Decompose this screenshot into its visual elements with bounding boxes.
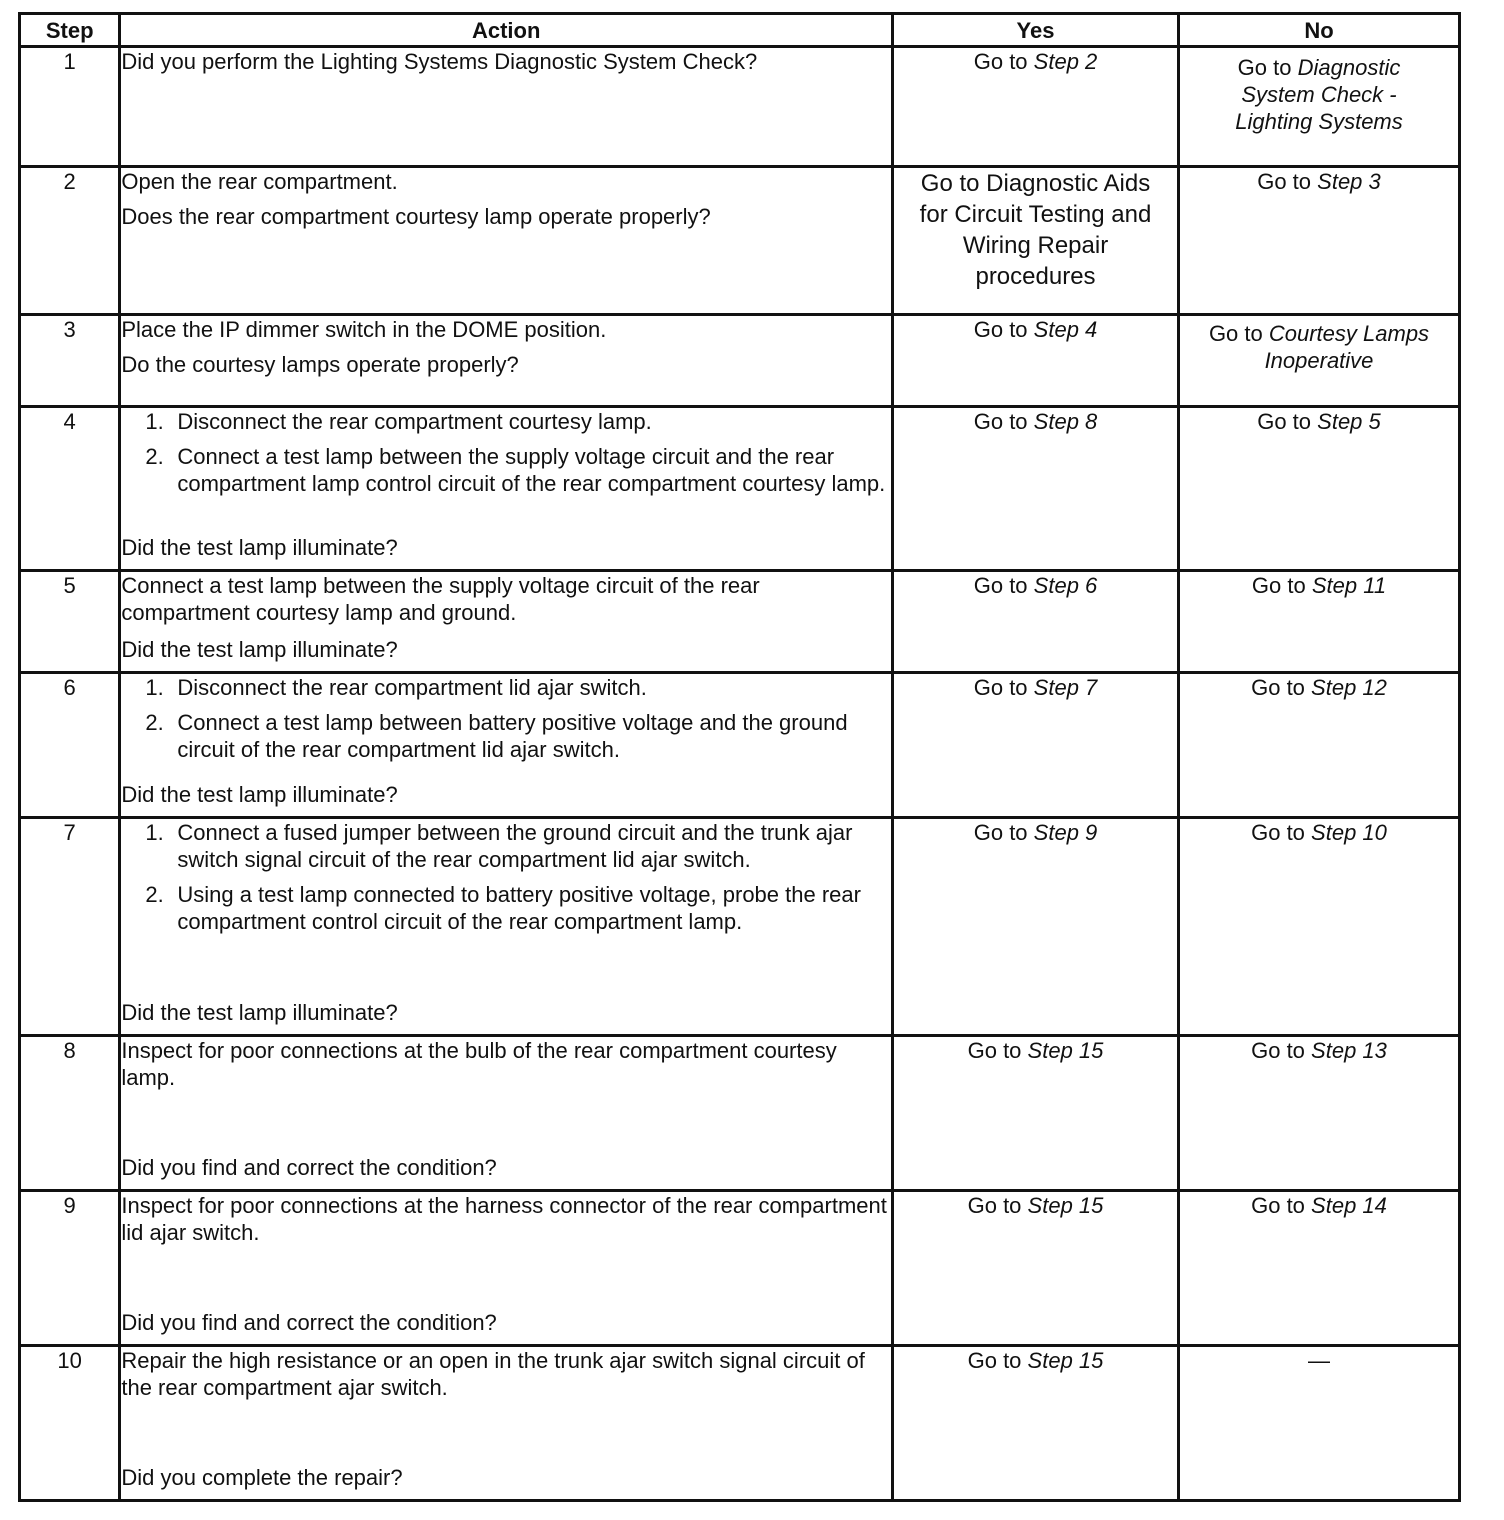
step-number: 1 [20, 47, 120, 167]
list-item [145, 881, 891, 935]
no-ref: Courtesy Lamps Inoperative [1264, 321, 1430, 373]
yes-ref: Step 7 [1033, 675, 1098, 700]
yes-prefix: Go to [973, 49, 1028, 74]
table-row [20, 407, 1460, 571]
list-item [145, 819, 891, 873]
no-prefix: Go to [1237, 55, 1292, 80]
step-number: 2 [20, 167, 120, 315]
no-cell [1179, 1036, 1460, 1191]
action-cell [120, 818, 893, 1036]
action-text: Inspect for poor connections at the bulb of the rear compartment courtesy lamp. [121, 1038, 837, 1090]
yes-cell [893, 818, 1179, 1036]
yes-prefix: Go to [973, 820, 1028, 845]
substep-text: Connect a test lamp between the supply voltage circuit and the rear compartment lamp control circuit of the rear compartment courtesy lamp. [177, 444, 886, 496]
action-text: Connect a test lamp between the supply voltage circuit of the rear compartment courtesy lamp and ground. [121, 573, 760, 625]
substep-number: 2. [145, 710, 164, 735]
no-cell [1179, 673, 1460, 818]
yes-ref: Step 8 [1033, 409, 1098, 434]
action-cell [120, 315, 893, 407]
action-cell [120, 1346, 893, 1501]
action-text: Do the courtesy lamps operate properly? [121, 352, 519, 377]
no-prefix: Go to [1251, 1193, 1305, 1218]
question-text: Did you complete the repair? [121, 1465, 403, 1490]
yes-prefix: Go to [973, 573, 1028, 598]
step-number: 7 [20, 818, 120, 1036]
table-row [20, 167, 1460, 315]
no-dash: — [1308, 1348, 1330, 1373]
no-cell [1179, 818, 1460, 1036]
question-text: Did you find and correct the condition? [121, 1155, 497, 1180]
list-item [145, 408, 891, 435]
list-item [145, 709, 891, 763]
table-row [20, 47, 1460, 167]
header-yes: Yes [893, 14, 1179, 47]
step-number: 10 [20, 1346, 120, 1501]
substep-number: 1. [145, 820, 164, 845]
action-text: Inspect for poor connections at the harness connector of the rear compartment lid ajar switch. [121, 1193, 887, 1245]
step-number: 9 [20, 1191, 120, 1346]
table-row [20, 673, 1460, 818]
question-text: Did the test lamp illuminate? [121, 535, 398, 560]
yes-cell [893, 407, 1179, 571]
diagnostic-table [18, 12, 1461, 1502]
list-item [145, 443, 891, 497]
action-text: Repair the high resistance or an open in the trunk ajar switch signal circuit of the rear compartment ajar switch. [121, 1348, 865, 1400]
no-cell [1179, 47, 1460, 167]
substep-list [121, 408, 891, 505]
step-number: 3 [20, 315, 120, 407]
no-prefix: Go to [1251, 675, 1305, 700]
question-text: Did you find and correct the condition? [121, 1310, 497, 1335]
header-no: No [1179, 14, 1460, 47]
no-ref: Step 12 [1311, 675, 1387, 700]
no-ref: Step 3 [1317, 169, 1381, 194]
step-number: 4 [20, 407, 120, 571]
no-ref: Step 13 [1311, 1038, 1387, 1063]
yes-ref: Step 4 [1033, 317, 1098, 342]
no-cell [1179, 407, 1460, 571]
no-cell [1179, 571, 1460, 673]
no-cell [1179, 1191, 1460, 1346]
no-ref: Step 5 [1317, 409, 1381, 434]
table-row [20, 1191, 1460, 1346]
yes-prefix: Go to [967, 1038, 1022, 1063]
yes-cell [893, 1346, 1179, 1501]
header-step: Step [20, 14, 120, 47]
action-cell [120, 1036, 893, 1191]
question-text: Did the test lamp illuminate? [121, 1000, 398, 1025]
no-cell [1179, 167, 1460, 315]
yes-cell [893, 1036, 1179, 1191]
action-cell [120, 47, 893, 167]
step-number: 5 [20, 571, 120, 673]
yes-prefix: Go to [973, 317, 1028, 342]
yes-cell [893, 673, 1179, 818]
no-prefix: Go to [1251, 573, 1306, 598]
header-row [20, 14, 1460, 47]
table-row [20, 571, 1460, 673]
substep-list [121, 674, 891, 771]
no-cell [1179, 1346, 1460, 1501]
substep-text: Disconnect the rear compartment courtesy lamp. [177, 409, 652, 434]
substep-text: Connect a fused jumper between the ground circuit and the trunk ajar switch signal circuit of the rear compartment lid ajar switch. [177, 820, 853, 872]
substep-number: 1. [145, 409, 164, 434]
action-cell [120, 571, 893, 673]
substep-number: 1. [145, 675, 164, 700]
yes-ref: Step 15 [1027, 1348, 1104, 1373]
no-ref: Step 10 [1311, 820, 1387, 845]
action-cell [120, 167, 893, 315]
yes-prefix: Go to [973, 409, 1028, 434]
no-ref: Step 14 [1311, 1193, 1387, 1218]
yes-prefix: Go to [967, 1193, 1022, 1218]
action-text: Place the IP dimmer switch in the DOME position. [121, 317, 607, 342]
no-ref: Step 11 [1311, 573, 1387, 598]
substep-text: Connect a test lamp between battery positive voltage and the ground circuit of the rear compartment lid ajar switch. [177, 710, 848, 762]
yes-ref: Step 2 [1033, 49, 1098, 74]
substep-text: Disconnect the rear compartment lid ajar switch. [177, 675, 647, 700]
yes-cell [893, 571, 1179, 673]
no-prefix: Go to [1257, 169, 1312, 194]
substep-text: Using a test lamp connected to battery positive voltage, probe the rear compartment control circuit of the rear compartment lamp. [177, 882, 861, 934]
yes-cell [893, 315, 1179, 407]
yes-ref: Step 15 [1027, 1038, 1104, 1063]
substep-number: 2. [145, 444, 164, 469]
yes-cell [893, 167, 1179, 315]
yes-ref: Step 9 [1033, 820, 1098, 845]
no-prefix: Go to [1251, 820, 1305, 845]
step-number: 6 [20, 673, 120, 818]
no-prefix: Go to [1257, 409, 1312, 434]
no-prefix: Go to [1208, 321, 1263, 346]
yes-text: Go to Diagnostic Aids for Circuit Testing and Wiring Repair procedures [919, 170, 1152, 290]
question-text: Did the test lamp illuminate? [121, 782, 398, 807]
question-text: Did the test lamp illuminate? [121, 637, 398, 662]
step-number: 8 [20, 1036, 120, 1191]
list-item [145, 674, 891, 701]
no-prefix: Go to [1251, 1038, 1305, 1063]
no-cell [1179, 315, 1460, 407]
header-action: Action [120, 14, 893, 47]
action-cell [120, 673, 893, 818]
table-row [20, 315, 1460, 407]
yes-prefix: Go to [973, 675, 1028, 700]
table-row [20, 1036, 1460, 1191]
action-cell [120, 407, 893, 571]
action-text: Does the rear compartment courtesy lamp operate properly? [121, 204, 711, 229]
action-text: Open the rear compartment. [121, 169, 398, 194]
substep-list [121, 819, 891, 943]
yes-cell [893, 47, 1179, 167]
substep-number: 2. [145, 882, 164, 907]
action-cell [120, 1191, 893, 1346]
action-text: Did you perform the Lighting Systems Diagnostic System Check? [121, 49, 758, 74]
yes-cell [893, 1191, 1179, 1346]
yes-ref: Step 15 [1027, 1193, 1104, 1218]
no-ref: Diagnostic System Check - Lighting Systems [1235, 55, 1403, 134]
yes-prefix: Go to [967, 1348, 1022, 1373]
table-row [20, 1346, 1460, 1501]
table-row [20, 818, 1460, 1036]
yes-ref: Step 6 [1033, 573, 1098, 598]
